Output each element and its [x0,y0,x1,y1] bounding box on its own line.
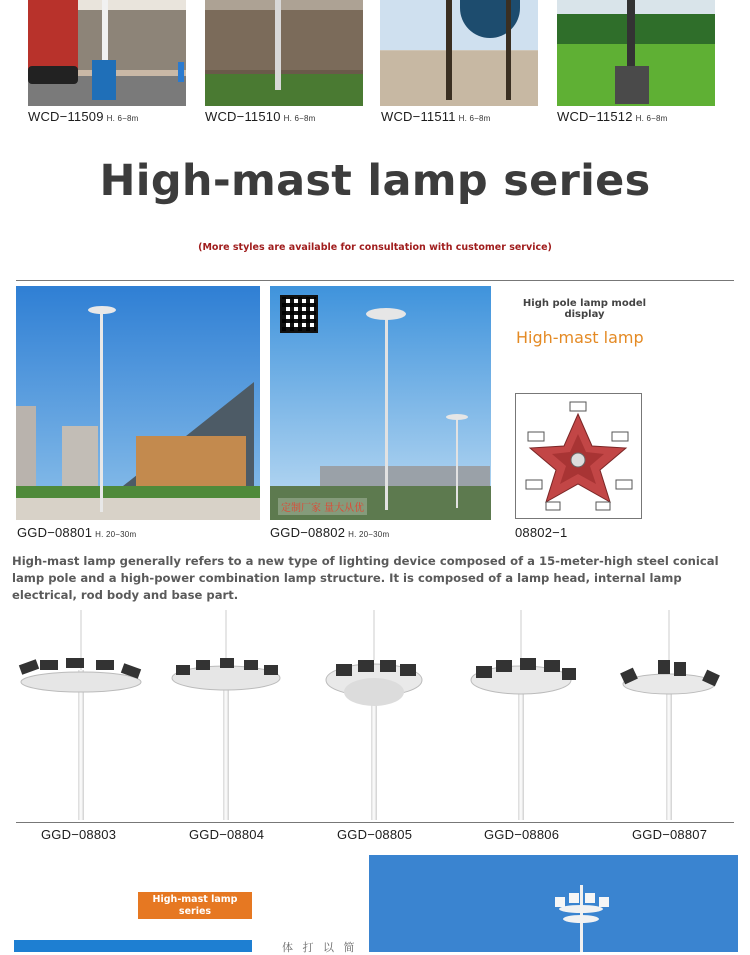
lamp-ggd-08806 [471,610,576,820]
product-photo-wcd-11509 [28,0,186,106]
model-label: WCD−11511 H. 6−8m [381,109,491,124]
model-label: GGD−08804 [189,827,265,842]
description: High-mast lamp generally refers to a new type of lighting device composed of a 15-meter-high steel conical lamp pole and a high-power combination lamp structure. It is composed of a lamp head, internal lamp electrical, rod body and base part. [12,554,719,602]
series-badge: High-mast lamp series [138,892,252,919]
divider [16,280,734,281]
lamp-ggd-08803 [19,610,141,820]
model-label: GGD−08807 [632,827,708,842]
product-photo-ggd-08801 [16,286,260,520]
product-photo-wcd-11510 [205,0,363,106]
model-label: GGD−08803 [41,827,117,842]
model-label: WCD−11510 H. 6−8m [205,109,316,124]
side-subtitle: High-mast lamp [516,328,644,347]
model-label: GGD−08801 H. 20−30m [17,525,137,540]
model-label: GGD−08805 [337,827,413,842]
lamp-head-diagram [515,393,642,519]
product-photo-ggd-08802 [270,286,491,520]
lamp-ggd-08807 [620,610,720,820]
model-label: GGD−08802 H. 20−30m [270,525,390,540]
blue-panel [14,940,252,952]
diagram-label: 08802−1 [515,525,568,540]
model-label: WCD−11509 H. 6−8m [28,109,139,124]
product-baseline [16,822,734,823]
side-title: High pole lamp model display [522,298,647,320]
model-label: WCD−11512 H. 6−8m [557,109,668,124]
model-label: GGD−08806 [484,827,560,842]
lamp-ggd-08804 [172,610,280,820]
lamp-ggd-08805 [326,610,422,820]
photo-caption: 定制厂家 量大从优 [278,498,367,515]
section-title: High-mast lamp series [99,156,651,206]
product-photo-bottom [369,855,738,952]
product-photo-wcd-11512 [557,0,715,106]
product-photo-wcd-11511 [380,0,538,106]
qr-code-icon [280,295,318,333]
consultation-note: (More styles are available for consultation with customer service) [198,242,552,253]
product-row [0,610,750,825]
cjk-text: 体 打 以 简 [282,941,358,954]
